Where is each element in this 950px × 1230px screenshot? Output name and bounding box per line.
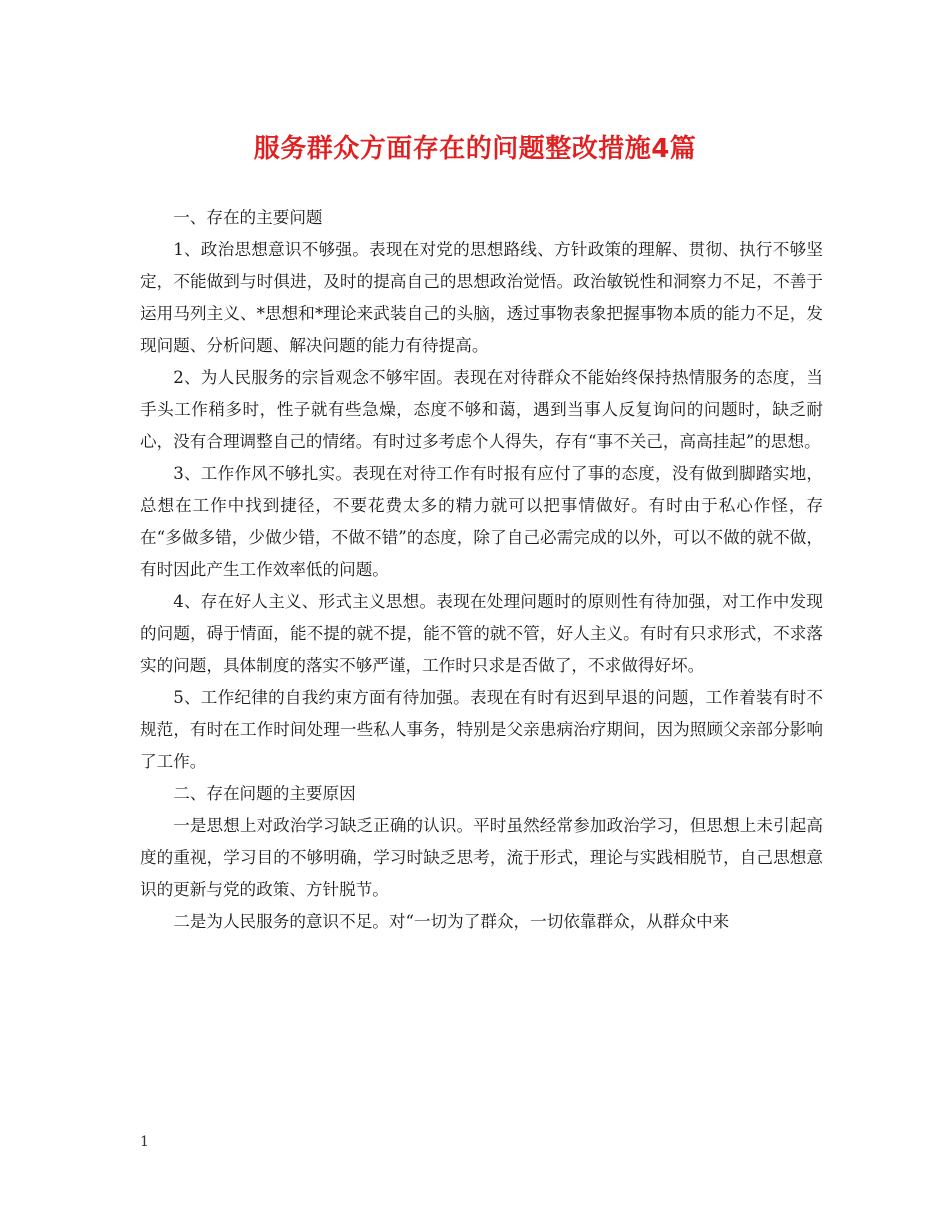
paragraph-item-4: 4、存在好人主义、形式主义思想。表现在处理问题时的原则性有待加强，对工作中发现的问题，碍于情面，能不提的就不提，能不管的就不管，好人主义。有时有只求形式，不求落实的问题，具体制度的落实不够严谨，工作时只求是否做了，不求做得好坏。 bbox=[140, 592, 823, 675]
paragraph-cause-2: 二是为人民服务的意识不足。对“一切为了群众，一切依靠群众，从群众中来 bbox=[173, 912, 730, 931]
section-heading-problems: 一、存在的主要问题 bbox=[173, 208, 323, 227]
paragraph-cause-1: 一是思想上对政治学习缺乏正确的认识。平时虽然经常参加政治学习，但思想上未引起高度的重视，学习目的不够明确，学习时缺乏思考，流于形式，理论与实践相脱节，自己思想意识的更新与党的政策、方针脱节。 bbox=[140, 816, 823, 899]
page-number: 1 bbox=[140, 1134, 149, 1150]
paragraph-item-2: 2、为人民服务的宗旨观念不够牢固。表现在对待群众不能始终保持热情服务的态度，当手头工作稍多时，性子就有些急燥，态度不够和蔼，遇到当事人反复询问的问题时，缺乏耐心，没有合理调整自己的情绪。有时过多考虑个人得失，存有“事不关己，高高挂起”的思想。 bbox=[140, 368, 823, 451]
paragraph-item-1: 1、政治思想意识不够强。表现在对党的思想路线、方针政策的理解、贯彻、执行不够坚定，不能做到与时俱进，及时的提高自己的思想政治觉悟。政治敏锐性和洞察力不足，不善于运用马列主义、*思想和*理论来武装自己的头脑，透过事物表象把握事物本质的能力不足，发现问题、分析问题、解决问题的能力有待提高。 bbox=[140, 240, 823, 355]
paragraph-item-3: 3、工作作风不够扎实。表现在对待工作有时报有应付了事的态度，没有做到脚踏实地，总想在工作中找到捷径，不要花费太多的精力就可以把事情做好。有时由于私心作怪，存在“多做多错，少做少错，不做不错”的态度，除了自己必需完成的以外，可以不做的就不做，有时因此产生工作效率低的问题。 bbox=[140, 464, 823, 579]
paragraph-item-5: 5、工作纪律的自我约束方面有待加强。表现在有时有迟到早退的问题，工作着装有时不规范，有时在工作时间处理一些私人事务，特别是父亲患病治疗期间，因为照顾父亲部分影响了工作。 bbox=[140, 688, 823, 771]
section-heading-causes: 二、存在问题的主要原因 bbox=[173, 784, 356, 803]
document-body bbox=[140, 202, 823, 938]
document-title: 服务群众方面存在的问题整改措施4篇 bbox=[253, 134, 697, 164]
